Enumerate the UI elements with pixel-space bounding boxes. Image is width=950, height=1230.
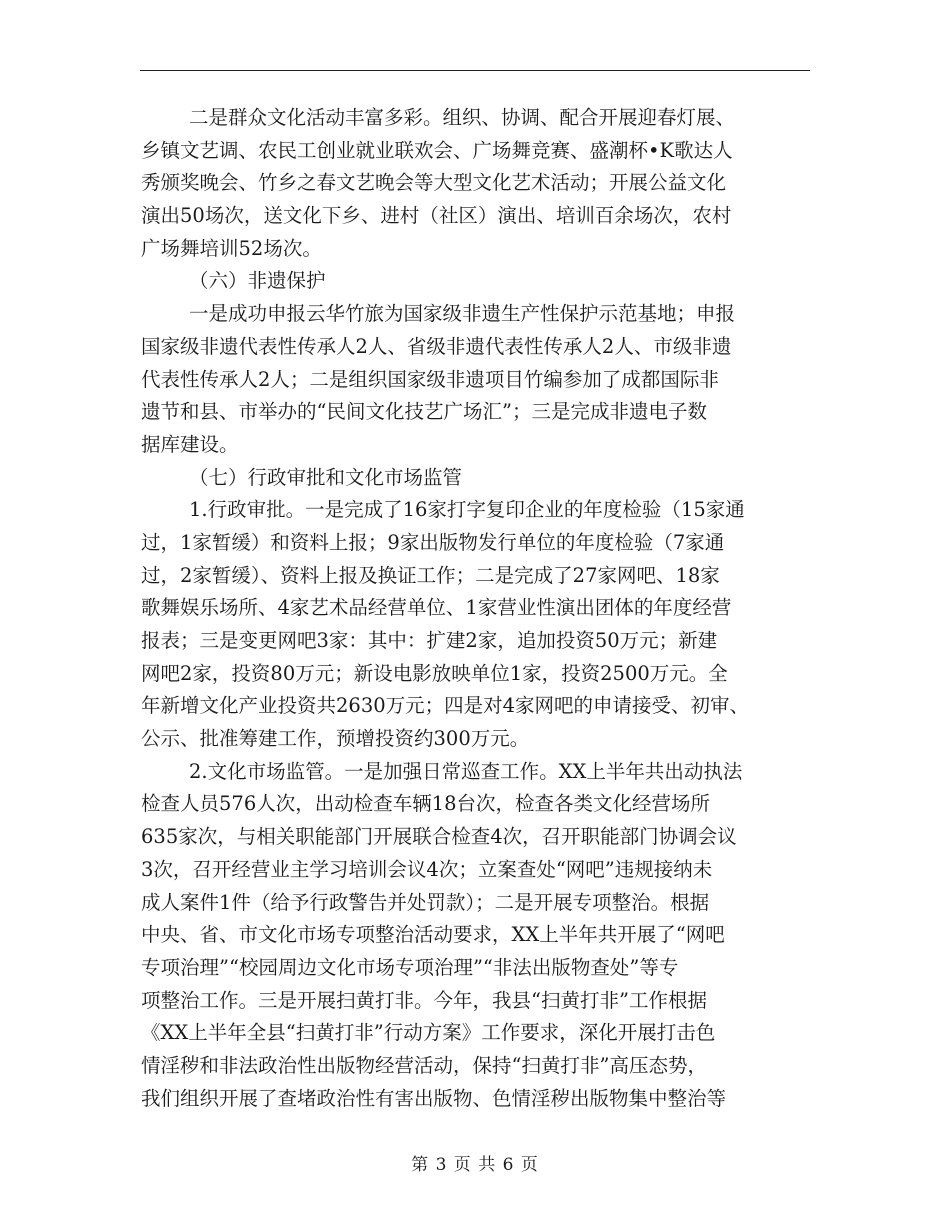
text-line: 成人案件1件（给予行政警告并处罚款）；二是开展专项整治。根据 — [141, 890, 710, 914]
text-line: 公示、批准筹建工作，预增投资约300万元。 — [141, 727, 530, 751]
text-line: 过，2家暂缓）、资料上报及换证工作；二是完成了27家网吧、18家 — [141, 563, 720, 587]
text-line: 演出50场次，送文化下乡、进村（社区）演出、培训百余场次，农村 — [141, 204, 732, 228]
page-number: 第 3 页 共 6 页 — [411, 1155, 539, 1175]
text-line: 年新增文化产业投资共2630万元；四是对4家网吧的申请接受、初审、 — [141, 694, 750, 718]
text-line: （六）非遗保护 — [189, 269, 326, 293]
text-line: 报表；三是变更网吧3家：其中：扩建2家，追加投资50万元；新建 — [141, 629, 718, 652]
text-line: 专项治理”“校园周边文化市场专项治理”“非法出版物查处”等专 — [141, 955, 679, 979]
header-rule — [140, 70, 810, 71]
text-line: 635家次，与相关职能部门开展联合检查4次，召开职能部门协调会议 — [141, 825, 737, 849]
text-line: （七）行政审批和文化市场监管 — [189, 465, 463, 489]
text-line: 情淫秽和非法政治性出版物经营活动，保持“扫黄打非”高压态势， — [141, 1053, 707, 1077]
text-line: 网吧2家，投资80万元；新设电影放映单位1家，投资2500万元。全 — [141, 661, 728, 685]
document-body — [141, 102, 813, 1115]
text-line: 秀颁奖晚会、竹乡之春文艺晚会等大型文化艺术活动；开展公益文化 — [141, 171, 727, 195]
text-line: 广场舞培训52场次。 — [141, 236, 322, 260]
text-line: 项整治工作。三是开展扫黄打非。今年，我县“扫黄打非”工作根据 — [141, 988, 707, 1012]
text-line: 国家级非遗代表性传承人2人、省级非遗代表性传承人2人、市级非遗 — [141, 334, 732, 358]
text-line: 歌舞娱乐场所、4家艺术品经营单位、1家营业性演出团体的年度经营 — [141, 596, 732, 620]
text-line: 检查人员576人次，出动检查车辆18台次，检查各类文化经营场所 — [141, 792, 711, 816]
text-line: 过，1家暂缓）和资料上报；9家出版物发行单位的年度检验（7家通 — [141, 530, 725, 554]
text-line: 3次，召开经营业主学习培训会议4次；立案查处“网吧”违规接纳未 — [141, 857, 713, 881]
text-line: 据库建设。 — [141, 432, 239, 456]
text-line: 我们组织开展了查堵政治性有害出版物、色情淫秽出版物集中整治等 — [141, 1086, 727, 1110]
text-line: 乡镇文艺调、农民工创业就业联欢会、广场舞竞赛、盛潮杯•K歌达人 — [141, 138, 733, 162]
text-line: 《XX上半年全县“扫黄打非”行动方案》工作要求，深化开展打击色 — [141, 1021, 716, 1045]
text-line: 二是群众文化活动丰富多彩。组织、协调、配合开展迎春灯展、 — [189, 106, 736, 129]
text-line: 1.行政审批。一是完成了16家打字复印企业的年度检验（15家通 — [189, 498, 745, 522]
text-line: 代表性传承人2人；二是组织国家级非遗项目竹编参加了成都国际非 — [141, 367, 719, 391]
text-line: 一是成功申报云华竹旅为国家级非遗生产性保护示范基地；申报 — [189, 302, 736, 326]
text-line: 中央、省、市文化市场专项整治活动要求，XX上半年共开展了“网吧 — [141, 923, 725, 947]
text-line: 遗节和县、市举办的“民间文化技艺广场汇”；三是完成非遗电子数 — [141, 400, 707, 424]
text-line: 2.文化市场监管。一是加强日常巡查工作。XX上半年共出动执法 — [189, 759, 743, 783]
